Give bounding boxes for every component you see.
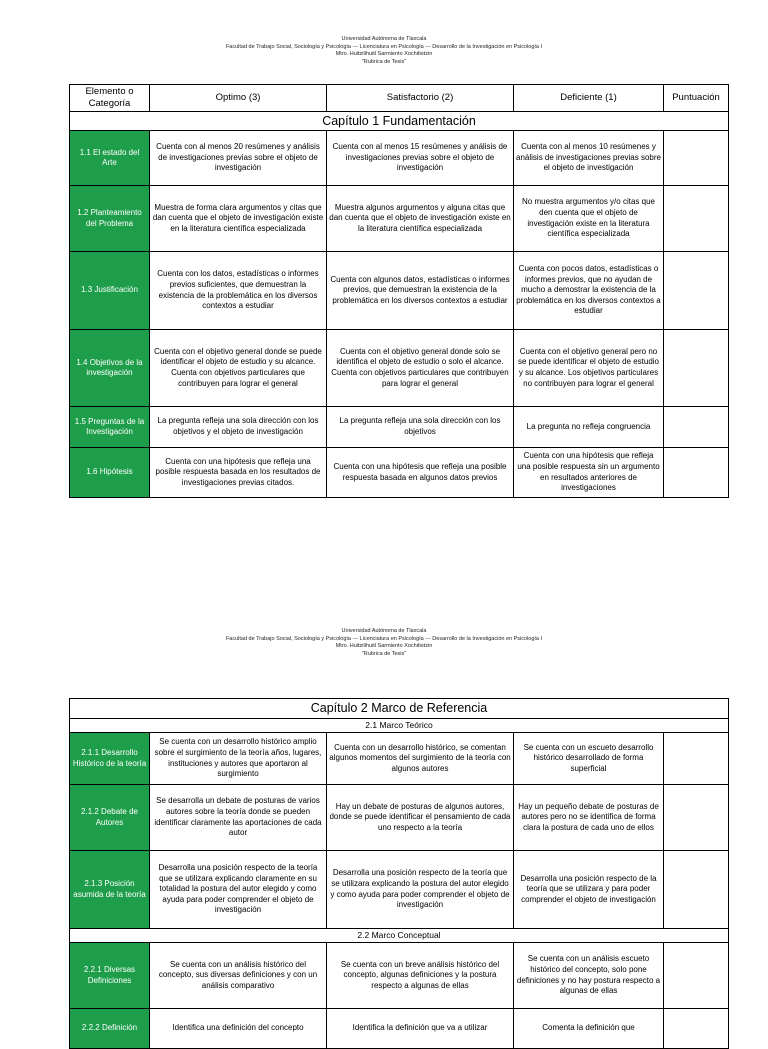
cell-satisfactorio: Cuenta con el objetivo general donde solo se identifica el objeto de estudio o solo el alcance. Cuenta con objetivos particulares que contribuyen para lograr el general — [327, 330, 514, 407]
column-header-row — [70, 85, 729, 112]
cell-deficiente: Cuenta con pocos datos, estadísticas o informes previos, que no ayudan de mucho a demostrar la existencia de la problemática en los diversos contextos a estudiar — [514, 252, 664, 330]
cell-optimo: La pregunta refleja una sola dirección con los objetivos y el objeto de investigación — [150, 407, 327, 448]
cell-puntuacion[interactable] — [664, 330, 729, 407]
cell-puntuacion[interactable] — [664, 943, 729, 1009]
teacher-name: Mtro. Huitzilihuitl Sarmiento Xochitiotzin — [335, 51, 433, 57]
row-category: 1.6 Hipótesis — [70, 448, 150, 498]
faculty-line: Facultad de Trabajo Social, Sociología y Psicología --- Licenciatura en Psicología --- Desarrollo de la Investigación en Psicología I — [225, 635, 543, 642]
cell-deficiente: Cuenta con el objetivo general pero no se puede identificar el objeto de estudio y su alcance. Los objetivos particulares no contribuyen para lograr el general — [514, 330, 664, 407]
cell-satisfactorio: Hay un debate de posturas de algunos autores, donde se puede identificar el pensamiento de cada uno respecto a la teoría — [327, 785, 514, 851]
row-category: 1.5 Preguntas de la Investigación — [70, 407, 150, 448]
cell-satisfactorio: Desarrolla una posición respecto de la teoría que se utilizara explicando la postura del autor elegido y como ayuda para poder comprender el objeto de investigación — [327, 851, 514, 929]
cell-puntuacion[interactable] — [664, 785, 729, 851]
cell-deficiente: Desarrolla una posición respecto de la teoría que se utilizara y para poder comprender el objeto de investigación — [514, 851, 664, 929]
chapter-title: Capítulo 1 Fundamentación — [70, 112, 729, 131]
cell-optimo: Se cuenta con un desarrollo histórico amplio sobre el surgimiento de la teoría años, lugares, instituciones y autores que aportaron al surgimiento — [150, 733, 327, 785]
row-category: 1.3 Justificación — [70, 252, 150, 330]
cell-optimo: Se desarrolla un debate de posturas de varios autores sobre la teoría donde se pueden identificar claramente las aportaciones de cada autor — [150, 785, 327, 851]
row-category: 2.2.1 Diversas Definiciones — [70, 943, 150, 1009]
cell-satisfactorio: Cuenta con al menos 15 resúmenes y análisis de investigaciones previas sobre el objeto de investigación — [327, 131, 514, 186]
table-row — [70, 407, 729, 448]
cell-optimo: Se cuenta con un análisis histórico del concepto, sus diversas definiciones y con un análisis comparativo — [150, 943, 327, 1009]
teacher-name: Mtro. Huitzilihuitl Sarmiento Xochitiotzin — [335, 643, 433, 649]
cell-puntuacion[interactable] — [664, 252, 729, 330]
cell-satisfactorio: Se cuenta con un breve análisis histórico del concepto, algunas definiciones y la postura respecto a algunas de ellas — [327, 943, 514, 1009]
cell-optimo: Cuenta con al menos 20 resúmenes y análisis de investigaciones previas sobre el objeto de investigación — [150, 131, 327, 186]
column-header-puntuacion: Puntuación — [664, 85, 729, 112]
table-row — [70, 131, 729, 186]
cell-satisfactorio: Cuenta con un desarrollo histórico, se comentan algunos momentos del surgimiento de la teoría con algunos autores — [327, 733, 514, 785]
cell-optimo: Cuenta con el objetivo general donde se puede identificar el objeto de estudio y su alcance. Cuenta con objetivos particulares que contribuyen para lograr el general — [150, 330, 327, 407]
row-category: 1.1 El estado del Arte — [70, 131, 150, 186]
cell-optimo: Desarrolla una posición respecto de la teoría que se utilizara explicando claramente en su totalidad la postura del autor elegido y como ayuda para poder comprender el objeto de investigación — [150, 851, 327, 929]
cell-satisfactorio: Muestra algunos argumentos y alguna citas que dan cuenta que el objeto de investigación existe en la literatura científica especializada — [327, 186, 514, 252]
cell-optimo: Cuenta con los datos, estadísticas o informes previos suficientes, que demuestran la existencia de la problemática en los diversos contextos a estudiar — [150, 252, 327, 330]
cell-satisfactorio: La pregunta refleja una sola dirección con los objetivos — [327, 407, 514, 448]
page-header — [0, 36, 768, 66]
faculty-line: Facultad de Trabajo Social, Sociología y Psicología --- Licenciatura en Psicología --- Desarrollo de la Investigación en Psicología I — [225, 43, 543, 50]
cell-deficiente: Comenta la definición que — [514, 1009, 664, 1049]
row-category: 1.2 Planteamiento del Problema — [70, 186, 150, 252]
row-category: 1.4 Objetivos de la investigación — [70, 330, 150, 407]
chapter-row — [70, 699, 729, 719]
row-category: 2.2.2 Definición — [70, 1009, 150, 1049]
rubric-table-chapter-2 — [69, 698, 729, 1049]
cell-puntuacion[interactable] — [664, 448, 729, 498]
column-header-category: Elemento o Categoría — [70, 85, 150, 112]
table-row — [70, 733, 729, 785]
cell-deficiente: Se cuenta con un escueto desarrollo histórico desarrollado de forma superficial — [514, 733, 664, 785]
chapter-title: Capítulo 2 Marco de Referencia — [70, 699, 729, 719]
rubric-title: "Rubrica de Tesis" — [361, 650, 407, 657]
university-name: Universidad Autónoma de Tlaxcala — [341, 628, 427, 634]
chapter-row — [70, 112, 729, 131]
row-category: 2.1.2 Debate de Autores — [70, 785, 150, 851]
section-title: 2.2 Marco Conceptual — [70, 929, 729, 943]
table-row — [70, 186, 729, 252]
section-row — [70, 929, 729, 943]
cell-satisfactorio: Identifica la definición que va a utilizar — [327, 1009, 514, 1049]
rubric-title: "Rubrica de Tesis" — [361, 58, 407, 65]
cell-deficiente: Se cuenta con un análisis escueto histórico del concepto, solo pone definiciones y no hay postura respecto a algunas de ellas — [514, 943, 664, 1009]
cell-puntuacion[interactable] — [664, 1009, 729, 1049]
cell-optimo: Cuenta con una hipótesis que refleja una posible respuesta basada en los resultados de investigaciones previas citados. — [150, 448, 327, 498]
page-1 — [0, 0, 768, 520]
column-header-deficiente: Deficiente (1) — [514, 85, 664, 112]
section-row — [70, 719, 729, 733]
cell-deficiente: Hay un pequeño debate de posturas de autores pero no se identifica de forma clara la postura de cada uno de ellos — [514, 785, 664, 851]
table-row — [70, 448, 729, 498]
cell-satisfactorio: Cuenta con una hipótesis que refleja una posible respuesta basada en algunos datos previos — [327, 448, 514, 498]
table-row — [70, 851, 729, 929]
page-header — [0, 628, 768, 658]
section-title: 2.1 Marco Teórico — [70, 719, 729, 733]
cell-optimo: Muestra de forma clara argumentos y citas que dan cuenta que el objeto de investigación existe en la literatura científica especializada — [150, 186, 327, 252]
table-row — [70, 252, 729, 330]
table-row — [70, 785, 729, 851]
cell-puntuacion[interactable] — [664, 131, 729, 186]
cell-puntuacion[interactable] — [664, 186, 729, 252]
table-row — [70, 943, 729, 1009]
row-category: 2.1.3 Posición asumida de la teoría — [70, 851, 150, 929]
column-header-satisfactorio: Satisfactorio (2) — [327, 85, 514, 112]
page-2 — [0, 560, 768, 1033]
cell-deficiente: No muestra argumentos y/o citas que den cuenta que el objeto de investigación existe en la literatura científica especializada — [514, 186, 664, 252]
row-category: 2.1.1 Desarrollo Histórico de la teoría — [70, 733, 150, 785]
cell-puntuacion[interactable] — [664, 733, 729, 785]
table-row — [70, 330, 729, 407]
rubric-table-chapter-1 — [69, 84, 729, 498]
cell-puntuacion[interactable] — [664, 851, 729, 929]
cell-deficiente: Cuenta con una hipótesis que refleja una posible respuesta sin un argumento en resultados anteriores de investigaciones — [514, 448, 664, 498]
cell-puntuacion[interactable] — [664, 407, 729, 448]
cell-optimo: Identifica una definición del concepto — [150, 1009, 327, 1049]
cell-deficiente: La pregunta no refleja congruencia — [514, 407, 664, 448]
column-header-optimo: Optimo (3) — [150, 85, 327, 112]
cell-deficiente: Cuenta con al menos 10 resúmenes y análisis de investigaciones previas sobre el objeto de investigación — [514, 131, 664, 186]
table-row — [70, 1009, 729, 1049]
cell-satisfactorio: Cuenta con algunos datos, estadísticas o informes previos, que demuestran la existencia de la problemática en los diversos contextos a estudiar — [327, 252, 514, 330]
university-name: Universidad Autónoma de Tlaxcala — [341, 36, 427, 42]
